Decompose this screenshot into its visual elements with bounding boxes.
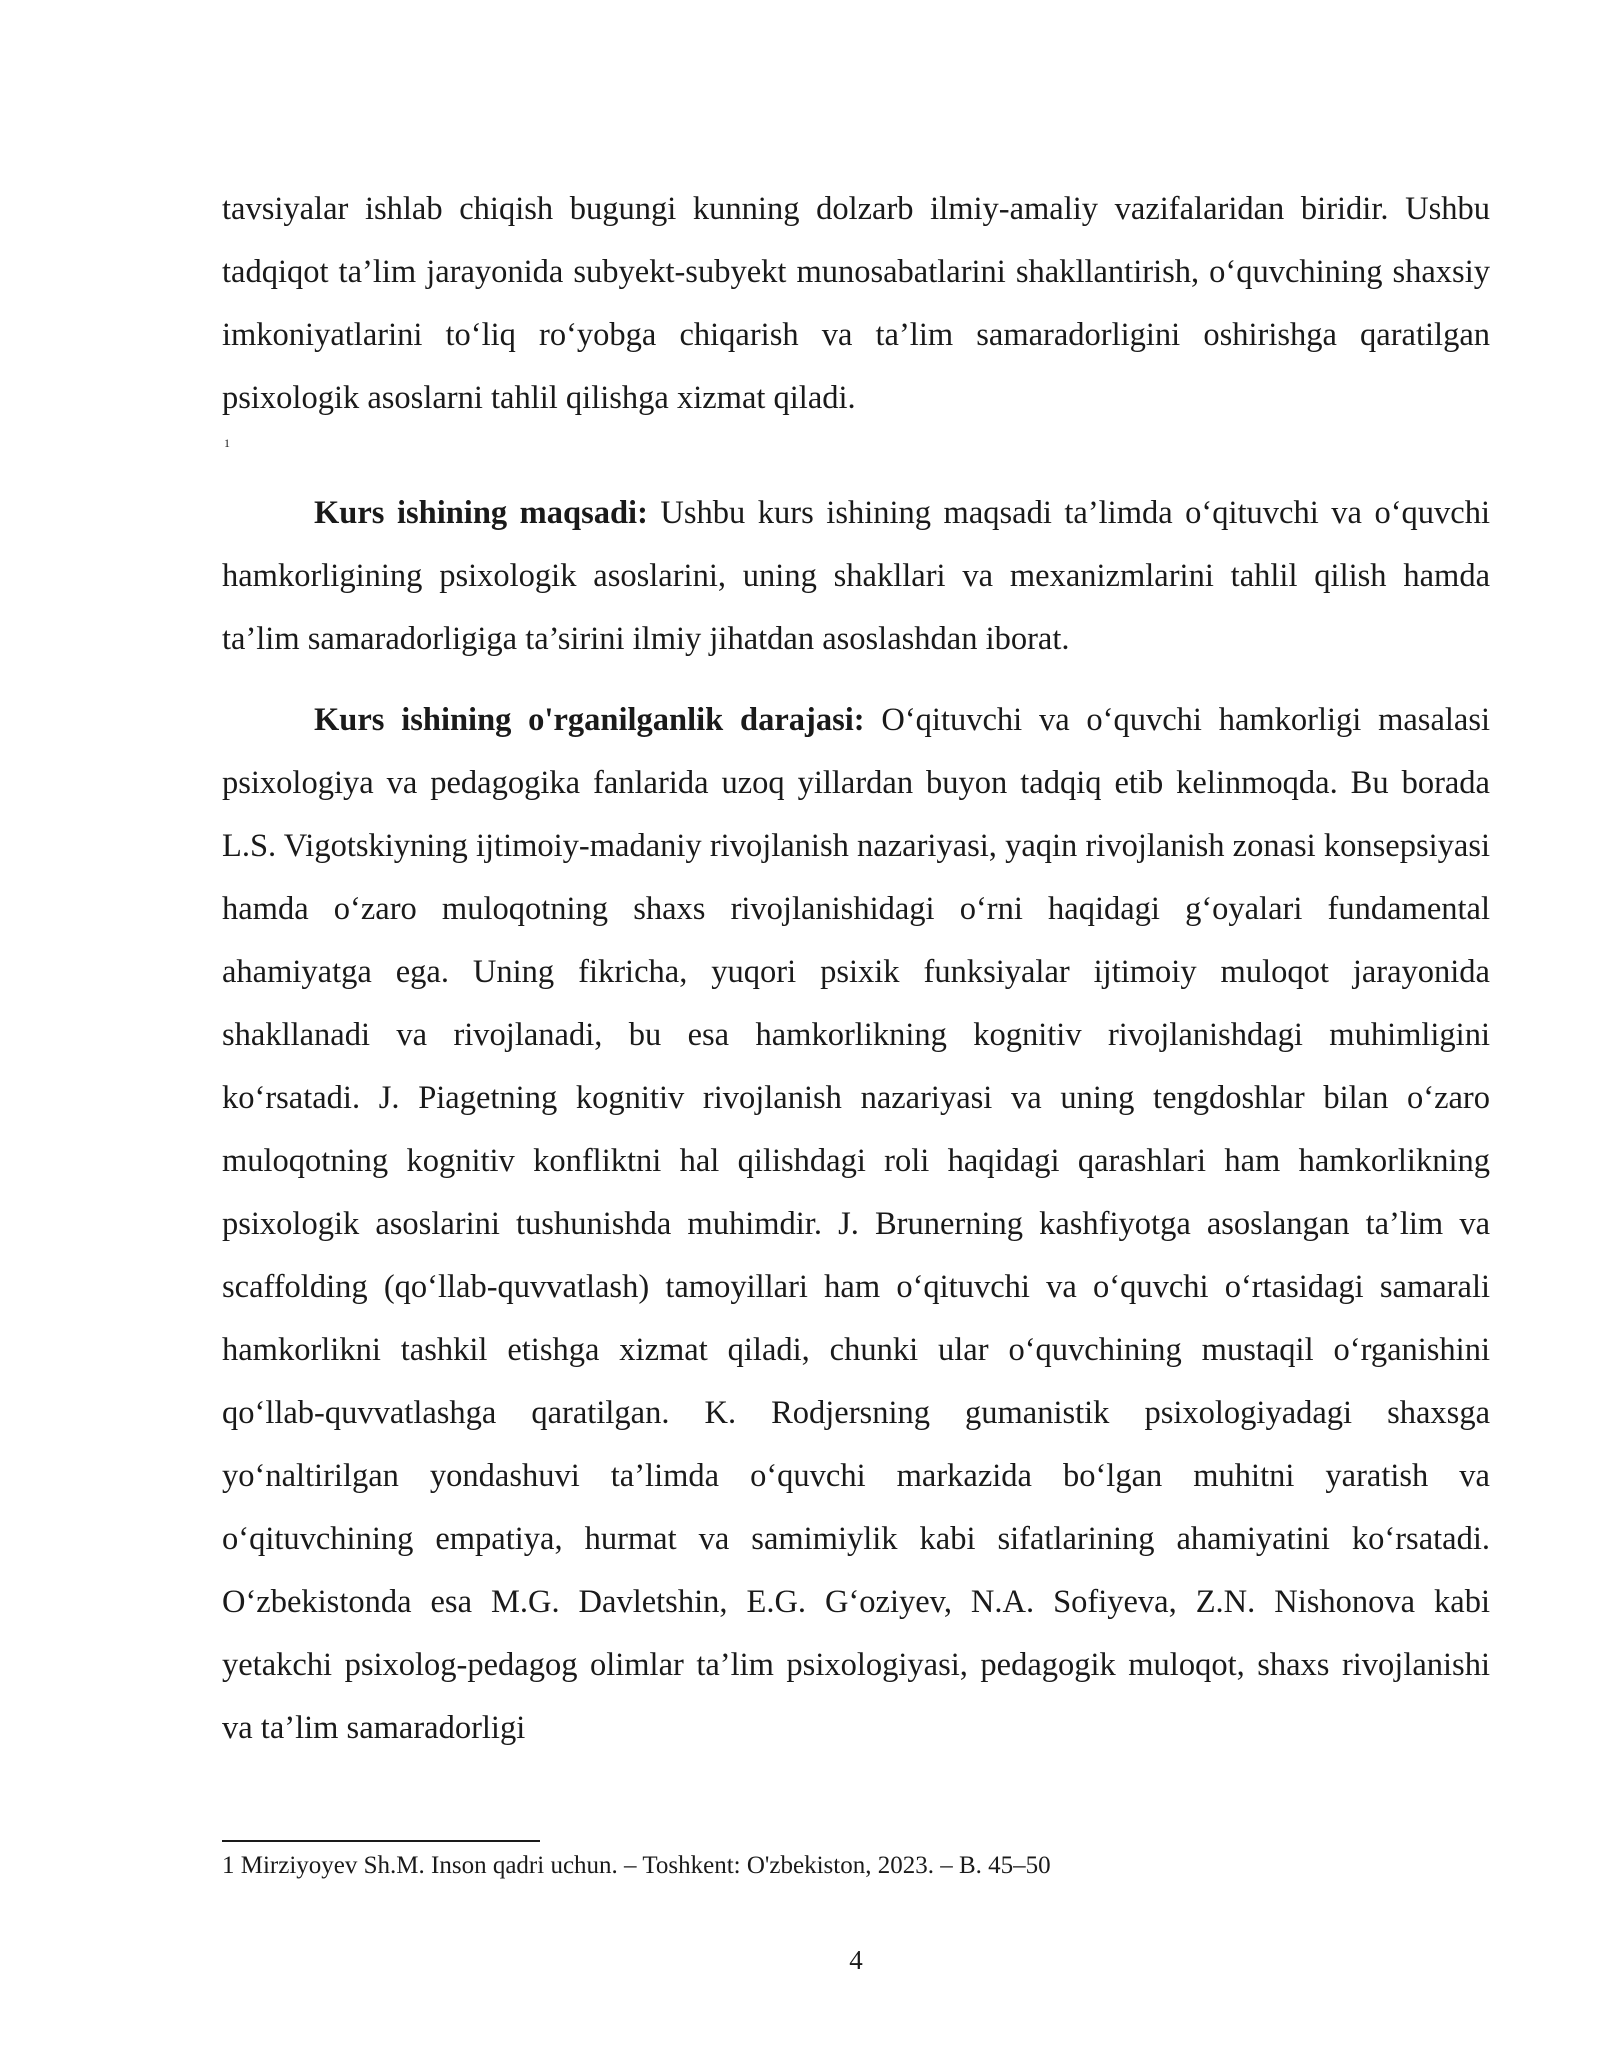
study-level-paragraph — [222, 689, 1490, 1760]
page-number: 4 — [849, 1945, 863, 1975]
goal-paragraph — [222, 482, 1490, 671]
goal-paragraph-body — [222, 482, 1490, 671]
study-level-text: O‘qituvchi va o‘quvchi hamkorligi masalasi psixologiya va pedagogika fanlarida uzoq yillardan buyon tadqiq etib kelinmoqda. Bu borada L.S. Vigotskiyning ijtimoiy-madaniy rivojlanish nazariyasi, yaqin rivojlanish zonasi konsepsiyasi hamda o‘zaro muloqotning shaxs rivojlanishidagi o‘rni haqidagi g‘oyalari fundamental ahamiyatga ega. Uning fikricha, yuqori psixik funksiyalar ijtimoiy muloqot jarayonida shakllanadi va rivojlanadi, bu esa hamkorlikning kognitiv rivojlanishdagi muhimligini ko‘rsatadi. J. Piagetning kognitiv rivojlanish nazariyasi va uning tengdoshlar bilan o‘zaro muloqotning kognitiv konfliktni hal qilishdagi roli haqidagi qarashlari ham hamkorlikning psixologik asoslarini tushunishda muhimdir. J. Brunerning kashfiyotga asoslangan ta’lim va scaffolding (qo‘llab-quvvatlash) tamoyillari ham o‘qituvchi va o‘quvchi o‘rtasidagi samarali hamkorlikni tashkil etishga xizmat qiladi, chunki ular o‘quvchining mustaqil o‘rganishini qo‘llab-quvvatlashga qaratilgan. K. Rodjersning gumanistik psixologiyadagi shaxsga yo‘naltirilgan yondashuvi ta’limda o‘quvchi markazida bo‘lgan muhitni yaratish va o‘qituvchining empatiya, hurmat va samimiylik kabi sifatlarining ahamiyatini ko‘rsatadi. O‘zbekistonda esa M.G. Davletshin, E.G. G‘oziyev, N.A. Sofiyeva, Z.N. Nishonova kabi yetakchi psixolog-pedagog olimlar ta’lim psixologiyasi, pedagogik muloqot, shaxs rivojlanishi va ta’lim samaradorligi — [222, 702, 1490, 1746]
goal-heading: Kurs ishining maqsadi: — [314, 495, 648, 531]
footnote-text: 1 Mirziyoyev Sh.M. Inson qadri uchun. – Toshkent: O'zbekiston, 2023. – B. 45–50 — [222, 1852, 1051, 1879]
study-level-heading: Kurs ishining o'rganilganlik darajasi: — [314, 702, 865, 738]
footnote-reference-marker: 1 — [224, 436, 230, 450]
footnote-separator — [222, 1840, 540, 1842]
intro-paragraph — [222, 178, 1490, 430]
study-level-body — [222, 689, 1490, 1760]
intro-text: tavsiyalar ishlab chiqish bugungi kunning dolzarb ilmiy-amaliy vazifalaridan biridir. Ushbu tadqiqot ta’lim jarayonida subyekt-subyekt munosabatlarini shakllantirish, o‘quvchining shaxsiy imkoniyatlarini to‘liq ro‘yobga chiqarish va ta’lim samaradorligini oshirishga qaratilgan psixologik asoslarni tahlil qilishga xizmat qiladi. — [222, 191, 1490, 416]
goal-text: Ushbu kurs ishining maqsadi ta’limda o‘qituvchi va o‘quvchi hamkorligining psixologik asoslarini, uning shakllari va mexanizmlarini tahlil qilish hamda ta’lim samaradorligiga ta’sirini ilmiy jihatdan asoslashdan iborat. — [222, 495, 1490, 657]
